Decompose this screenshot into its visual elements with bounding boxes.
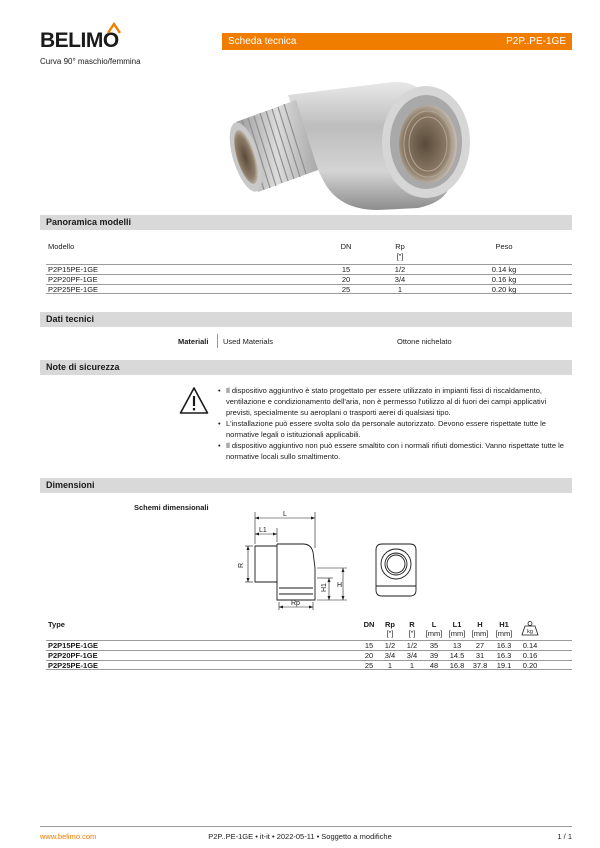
cell-dn: 25 — [364, 661, 374, 670]
elbow-fitting-photo — [218, 60, 480, 215]
cell-l1: 16.8 — [449, 661, 465, 670]
col-l: L — [431, 620, 437, 629]
cell-l1: 14.5 — [449, 651, 465, 660]
cell-r: 3/4 — [406, 651, 418, 660]
dim-label-h: H — [337, 582, 343, 589]
cell-model: P2P20PF-1GE — [48, 275, 98, 284]
cell-type: P2P15PE-1GE — [48, 641, 99, 650]
dim-label-l: L — [283, 511, 287, 518]
cell-weight: 0.16 kg — [491, 275, 517, 284]
table-row — [46, 284, 572, 294]
models-table-header — [46, 240, 572, 264]
cell-dn: 20 — [341, 275, 351, 284]
col-rp-unit: ["] — [386, 629, 394, 638]
cell-type: P2P20PF-1GE — [48, 651, 98, 660]
warning-triangle-icon — [179, 386, 209, 416]
drawings-label: Schemi dimensionali — [134, 503, 209, 512]
col-h-unit: [mm] — [471, 629, 489, 638]
cell-type: P2P25PE-1GE — [48, 661, 99, 670]
cell-r: 1/2 — [406, 641, 418, 650]
doc-type: Scheda tecnica — [228, 36, 297, 47]
page-number: 1 / 1 — [557, 832, 572, 841]
header-bar — [222, 33, 572, 50]
section-technical: Dati tecnici — [40, 312, 572, 327]
cell-rp: 1/2 — [384, 641, 396, 650]
cell-h: 27 — [475, 641, 485, 650]
cell-h: 31 — [475, 651, 485, 660]
col-h1: H1 — [499, 620, 509, 629]
cell-l: 35 — [429, 641, 439, 650]
cell-h1: 16.3 — [496, 641, 512, 650]
col-l1-unit: [mm] — [448, 629, 466, 638]
cell-weight: 0.20 kg — [491, 285, 517, 294]
cell-l: 39 — [429, 651, 439, 660]
cell-model: P2P15PE-1GE — [48, 265, 99, 274]
tech-name: Used Materials — [223, 337, 274, 346]
cell-rp: 3/4 — [384, 651, 396, 660]
col-type: Type — [48, 620, 65, 629]
cell-rp: 3/4 — [394, 275, 406, 284]
col-l-unit: [mm] — [425, 629, 443, 638]
section-models: Panoramica modelli — [40, 215, 572, 230]
cell-rp: 1/2 — [394, 265, 406, 274]
dim-label-rp: Rp — [291, 600, 300, 607]
safety-notes-list — [218, 385, 572, 462]
dim-label-l1: L1 — [259, 527, 267, 534]
col-dn: DN — [363, 620, 375, 629]
table-row — [46, 264, 572, 274]
cell-h: 37.8 — [472, 661, 488, 670]
col-r: R — [409, 620, 415, 629]
table-row — [46, 650, 572, 660]
col-h: H — [477, 620, 483, 629]
dimension-drawing — [215, 508, 350, 613]
col-model: Modello — [48, 242, 75, 251]
cell-dn: 15 — [364, 641, 374, 650]
cell-rp: 1 — [397, 285, 403, 294]
dimension-side-view — [371, 542, 421, 598]
cell-model: P2P25PE-1GE — [48, 285, 99, 294]
col-rp: Rp — [385, 620, 395, 629]
footer-divider — [40, 826, 572, 827]
cell-dn: 25 — [341, 285, 351, 294]
product-subtitle: Curva 90° maschio/femmina — [40, 57, 141, 66]
section-dimensions: Dimensioni — [40, 478, 572, 493]
cell-r: 1 — [409, 661, 415, 670]
col-weight: Peso — [495, 242, 513, 251]
table-row — [46, 274, 572, 284]
cell-weight: 0.16 — [522, 651, 538, 660]
dim-label-h1: H1 — [321, 583, 328, 592]
tech-divider — [217, 334, 218, 348]
section-safety: Note di sicurezza — [40, 360, 572, 375]
tech-category: Materiali — [178, 337, 209, 346]
brand-name: BELIMO — [40, 29, 119, 52]
cell-weight: 0.14 — [522, 641, 538, 650]
product-code: P2P..PE-1GE — [506, 36, 566, 47]
cell-h1: 16.3 — [496, 651, 512, 660]
col-h1-unit: [mm] — [495, 629, 513, 638]
models-table — [46, 240, 572, 294]
col-l1: L1 — [452, 620, 462, 629]
cell-l: 48 — [429, 661, 439, 670]
col-r-unit: ["] — [408, 629, 416, 638]
col-rp-unit: ["] — [396, 252, 404, 261]
cell-dn: 15 — [341, 265, 351, 274]
table-row — [46, 660, 572, 670]
cell-dn: 20 — [364, 651, 374, 660]
list-item: • Il dispositivo aggiuntivo non può essere smaltito con i normali rifiuti domestici. Vanno rispettate tutte le normative locali sullo smaltimento. — [218, 440, 572, 462]
list-item: • Il dispositivo aggiuntivo è stato progettato per essere utilizzato in impianti fissi di riscaldamento, ventilazione e condizionamento dell'aria, non è permesso l'utilizzo al di fuori dei campi applicativi previsti, specialmente su aeroplani o trasporti aerei di qualsiasi tipo. — [218, 385, 572, 418]
table-row — [46, 640, 572, 650]
tech-value: Ottone nichelato — [397, 337, 452, 346]
weight-kg-icon — [517, 619, 543, 637]
dimensions-table-header — [46, 618, 572, 640]
weight-icon-text: kg — [527, 629, 533, 636]
cell-weight: 0.14 kg — [491, 265, 517, 274]
footer-info: P2P..PE-1GE • it-it • 2022-05-11 • Soggetto a modifiche — [208, 832, 392, 841]
cell-l1: 13 — [452, 641, 462, 650]
belimo-logo — [40, 27, 120, 51]
col-rp: Rp — [395, 242, 405, 251]
list-item: • L'installazione può essere svolta solo da personale autorizzato. Devono essere rispettate tutte le normative legali o istituzionali applicabili. — [218, 418, 572, 440]
cell-h1: 19.1 — [496, 661, 512, 670]
belimo-logo-mark-icon — [106, 22, 122, 34]
dim-label-r: R — [238, 562, 245, 568]
dimensions-table — [46, 618, 572, 670]
footer-website-link[interactable]: www.belimo.com — [40, 832, 97, 841]
cell-rp: 1 — [387, 661, 393, 670]
cell-weight: 0.20 — [522, 661, 538, 670]
col-dn: DN — [340, 242, 352, 251]
